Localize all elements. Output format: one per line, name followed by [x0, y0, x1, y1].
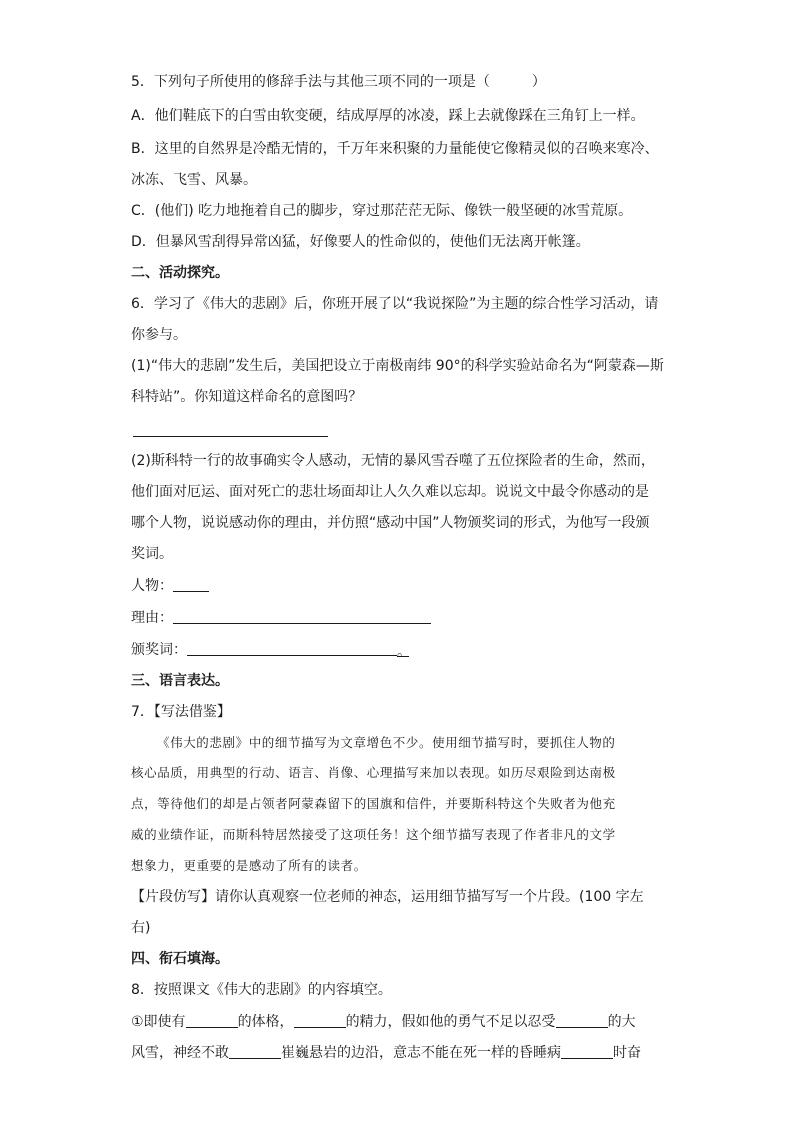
q6-person-blank[interactable] [173, 577, 209, 592]
q5-option-b-line2: 冰冻、飞雪、风暴。 [131, 172, 257, 188]
q6-part2-line2: 他们面对厄运、面对死亡的悲壮场面却让人久久难以忘却。说说文中最令你感动的是 [131, 484, 649, 500]
q8-blank-1[interactable] [186, 1013, 238, 1028]
q8-stem: 8．按照课文《伟大的悲剧》的内容填空。 [131, 982, 392, 998]
q8-text-1a: ①即使有 [131, 1014, 186, 1030]
q5-option-b-line1: B．这里的自然界是冷酷无情的，千万年来积聚的力量能使它像精灵似的召唤来寒冷、 [131, 141, 659, 157]
section-heading-3: 三、语言表达。 [131, 673, 229, 689]
q8-blank-3[interactable] [556, 1013, 608, 1028]
q7-task-line2: 右) [131, 920, 151, 936]
q6-award-blank[interactable] [187, 641, 397, 656]
q6-part1-answer-line[interactable] [133, 436, 328, 437]
q8-text-1b: 的体格， [237, 1014, 294, 1030]
q5-option-c: C．(他们) 吃力地拖着自己的脚步，穿过那茫茫无际、像铁一般坚硬的冰雪荒原。 [131, 203, 633, 219]
q7-passage-line3: 点，等待他们的却是占领者阿蒙森留下的国旗和信件，并要斯科特这个失败者为他充 [131, 796, 616, 811]
q6-part2-line4: 奖词。 [131, 546, 173, 562]
q6-part1-line1: (1)“伟大的悲剧”发生后，美国把设立于南极南纬 90°的科学实验站命名为“阿蒙森—斯 [131, 358, 664, 374]
q6-reason-row [131, 608, 431, 628]
q6-part2-line3: 哪个人物，说说感动你的理由，并仿照“感动中国”人物颁奖词的形式，为他写一段颁 [131, 515, 650, 531]
q8-text-1d: 的大 [607, 1014, 636, 1030]
q6-reason-label: 理由： [131, 610, 173, 626]
section-heading-2: 二、活动探究。 [131, 265, 229, 281]
q8-text-2a: 风雪，神经不敢 [131, 1045, 229, 1061]
q8-blank-5[interactable] [561, 1044, 613, 1059]
q6-reason-blank[interactable] [173, 609, 431, 624]
q7-passage-line1: 《伟大的悲剧》中的细节描写为文章增色不少。使用细节描写时，要抓住人物的 [157, 735, 616, 750]
q5-stem: 5．下列句子所使用的修辞手法与其他三项不同的一项是（ ） [131, 74, 546, 90]
q6-part1-line2: 科特站”。你知道这样命名的意图吗？ [131, 389, 363, 405]
q8-blank-2[interactable] [294, 1013, 346, 1028]
section-heading-4: 四、衔石填海。 [131, 951, 229, 967]
q7-passage-line5: 想象力，更重要的是感动了所有的读者。 [131, 858, 367, 873]
q8-blank-4[interactable] [229, 1044, 281, 1059]
q6-award-row [131, 640, 409, 660]
q8-fill-line2 [131, 1043, 641, 1063]
q5-option-d: D．但暴风雪刮得异常凶猛，好像要人的性命似的，使他们无法离开帐篷。 [131, 234, 590, 250]
q6-award-label: 颁奖词： [131, 642, 187, 658]
q8-text-2c: 时奋 [613, 1045, 641, 1061]
q8-text-1c: 的精力，假如他的勇气不足以忍受 [345, 1014, 556, 1030]
q7-task-line1: 【片段仿写】请你认真观察一位老师的神态，运用细节描写写一个片段。(100 字左 [131, 889, 644, 905]
q6-person-label: 人物： [131, 578, 173, 594]
q6-award-period: 。 [397, 644, 411, 660]
q6-stem-line1: 6．学习了《伟大的悲剧》后，你班开展了以“我说探险”为主题的综合性学习活动，请 [131, 296, 659, 312]
q7-passage-line2: 核心品质，用典型的行动、语言、肖像、心理描写来加以表现。如历尽艰险到达南极 [131, 765, 616, 780]
q5-option-a: A．他们鞋底下的白雪由软变硬，结成厚厚的冰凌，踩上去就像踩在三角钉上一样。 [131, 108, 645, 124]
q8-text-2b: 崔巍悬岩的边沿，意志不能在死一样的昏睡病 [281, 1045, 561, 1061]
q6-stem-line2: 你参与。 [131, 327, 187, 343]
q6-part2-line1: (2)斯科特一行的故事确实令人感动，无情的暴风雪吞噬了五位探险者的生命，然而， [131, 453, 655, 469]
q6-person-row [131, 576, 209, 596]
q8-fill-line1 [131, 1012, 636, 1032]
q7-passage-line4: 威的业绩作证，而斯科特居然接受了这项任务！这个细节描写表现了作者非凡的文学 [131, 827, 616, 842]
q7-title: 7．【写法借鉴】 [131, 704, 231, 720]
